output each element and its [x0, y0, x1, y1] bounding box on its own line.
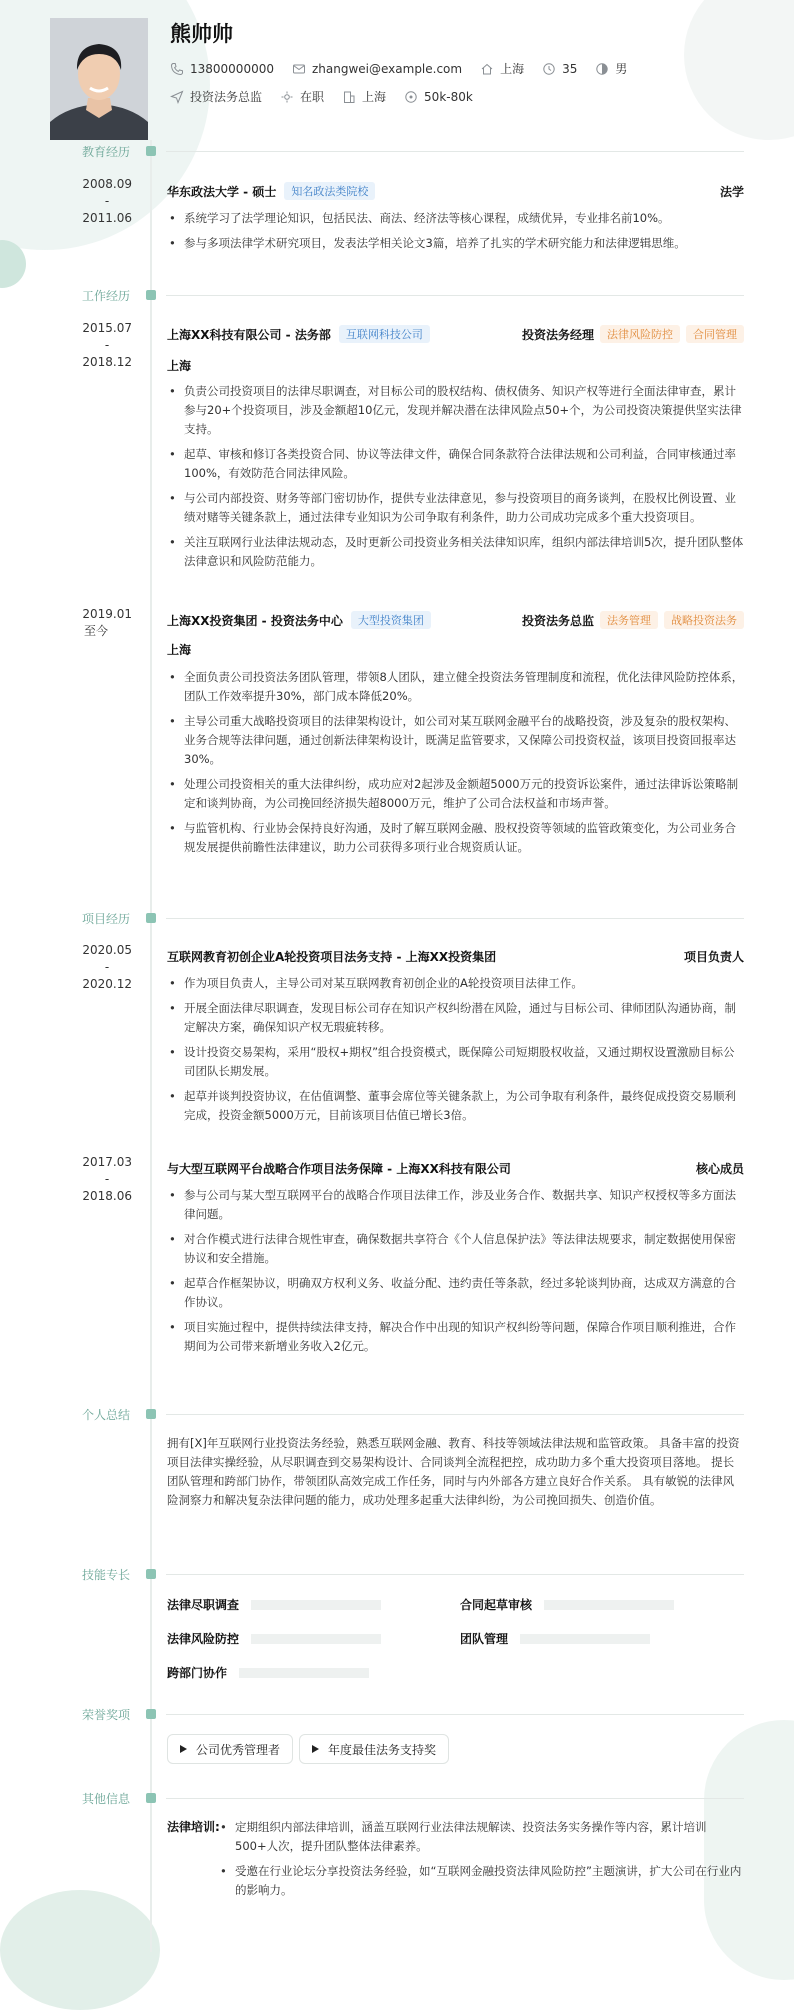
target-position-text: 投资法务总监 — [190, 90, 263, 104]
bullet-item: • 与公司内部投资、财务等部门密切协作，提供专业法律意见，参与投资项目的商务谈判，在股权比例设置、业绩对赌等关键条款上，通过法律专业知识为公司争取有利条件，助力公司成功完成多个重大投资项目。 — [167, 489, 745, 527]
bullet-item: • 与监管机构、行业协会保持良好沟通，及时了解互联网金融、股权投资等领域的监管政策变化，为公司业务合规发展提供前瞻性法律建议，助力公司获得多项行业合规资质认证。 — [167, 819, 745, 857]
skill-bar — [251, 1634, 381, 1644]
bullet-item: • 处理公司投资相关的重大法律纠纷，成功应对2起涉及金额超5000万元的投资诉讼案件，通过法律诉讼策略制定和谈判协商，为公司挽回经济损失超8000万元，维护了公司合法权益和市场声誉。 — [167, 775, 745, 813]
bullet-item: • 系统学习了法学理论知识，包括民法、商法、经济法等核心课程，成绩优异，专业排名前10%。 — [167, 209, 745, 228]
entry-title: 上海XX投资集团 - 投资法务中心 大型投资集团 — [167, 611, 431, 629]
status-icon — [280, 90, 294, 104]
section-marker — [146, 146, 156, 156]
bullet-item: • 设计投资交易架构，采用“股权+期权”组合投资模式，既保障公司短期股权收益，又通过期权设置激励目标公司团队长期发展。 — [167, 1043, 745, 1081]
end-date: 2018.12 — [82, 355, 132, 369]
entry-dates: 2020.05 - 2020.12 — [82, 943, 132, 991]
other-list — [218, 1818, 745, 1906]
bullet-item: • 对合作模式进行法律合规性审查，确保数据共享符合《个人信息保护法》等法律法规要求，制定数据使用保密协议和安全措施。 — [167, 1230, 745, 1268]
company-tag: 互联网科技公司 — [339, 325, 430, 343]
honor-list — [167, 1734, 767, 1766]
skill-item: 法律风险防控 — [167, 1630, 381, 1647]
bullet-list — [167, 209, 745, 259]
home-icon — [480, 62, 494, 76]
skill-tag: 战略投资法务 — [664, 611, 744, 629]
status-text: 在职 — [300, 90, 325, 104]
start-date: 2015.07 — [82, 321, 132, 335]
start-date: 2008.09 — [82, 177, 132, 191]
section-title: 工作经历 — [82, 289, 131, 303]
skill-bar — [520, 1634, 650, 1644]
section-title: 教育经历 — [82, 145, 131, 159]
section-divider — [166, 1714, 744, 1715]
skill-item: 团队管理 — [460, 1630, 650, 1647]
salary-icon — [404, 90, 418, 104]
entry-dates — [60, 606, 152, 640]
end-date: 2018.06 — [82, 1189, 132, 1203]
background-shape — [0, 1890, 160, 2010]
gender-icon — [595, 62, 609, 76]
company-tag: 大型投资集团 — [351, 611, 431, 629]
resume-header — [50, 18, 750, 140]
project-role: 核心成员 — [695, 1162, 744, 1176]
send-icon — [170, 90, 184, 104]
bullet-item: • 主导公司重大战略投资项目的法律架构设计，如公司对某互联网金融平台的战略投资，涉及复杂的股权架构、业务合规等法律问题，通过创新法律架构设计，既满足监管要求，又保障公司投资权益，该项目投资回报率达30%。 — [167, 712, 745, 769]
section-title: 项目经历 — [82, 912, 131, 926]
bullet-item: • 开展全面法律尽职调查，发现目标公司存在知识产权纠纷潜在风险，通过与目标公司、律师团队沟通协商，制定解决方案，确保知识产权无瑕疵转移。 — [167, 999, 745, 1037]
school-tag: 知名政法类院校 — [284, 182, 375, 200]
entry-title: 互联网教育初创企业A轮投资项目法务支持 - 上海XX投资集团 — [167, 950, 497, 964]
bullet-item: • 起草合作框架协议，明确双方权利义务、收益分配、违约责任等条款，经过多轮谈判协商，达成双方满意的合作协议。 — [167, 1274, 745, 1312]
section-title: 个人总结 — [82, 1408, 131, 1422]
age-text: 35 — [562, 61, 578, 76]
bullet-item: • 关注互联网行业法律法规动态，及时更新公司投资业务相关法律知识库，组织内部法律培训5次，提升团队整体法律意识和风险防范能力。 — [167, 533, 745, 571]
start-date: 2017.03 — [82, 1155, 132, 1169]
end-date: 2020.12 — [82, 977, 132, 991]
section-marker — [146, 290, 156, 300]
entry-location: 上海 — [167, 643, 192, 657]
start-date: 2020.05 — [82, 943, 132, 957]
section-divider — [166, 1798, 744, 1799]
skill-bar — [239, 1668, 369, 1678]
section-marker — [146, 1569, 156, 1579]
section-title: 其他信息 — [82, 1792, 131, 1806]
section-title: 技能专长 — [82, 1568, 131, 1582]
position: 投资法务经理 法律风险防控 合同管理 — [522, 325, 744, 343]
summary-text: 拥有[X]年互联网行业投资法务经验，熟悉互联网金融、教育、科技等领域法律法规和监管政策。 具备丰富的投资项目法律实操经验，从尽职调查到交易架构设计、合同谈判全流程把控，成功助力多个重大投资项目落地。 提长团队管理和跨部门协作，带领团队高效完成工作任务，同时与内外部各方建立良好合作关系。 具有敏锐的法律风险洞察力和解决复杂法律问题的能力，成功处理多起重大法律纠纷，为公司挽回损失、创造价值。 — [167, 1436, 740, 1507]
play-icon — [312, 1745, 319, 1753]
phone-text: 13800000000 — [190, 61, 274, 76]
other-label: 法律培训: — [167, 1820, 220, 1834]
start-date: 2019.01 — [82, 607, 132, 621]
section-divider — [166, 1574, 744, 1575]
bullet-item: • 起草并谈判投资协议，在估值调整、董事会席位等关键条款上，为公司争取有利条件，最终促成投资交易顺利完成，投资金额5000万元，目前该项目估值已增长3倍。 — [167, 1087, 745, 1125]
hometown-text: 上海 — [500, 62, 525, 76]
skill-bar — [544, 1600, 674, 1610]
bullet-item: • 起草、审核和修订各类投资合同、协议等法律文件，确保合同条款符合法律法规和公司利益，合同审核通过率100%，有效防范合同法律风险。 — [167, 445, 745, 483]
bullet-list — [167, 974, 745, 1131]
other-item: • 定期组织内部法律培训，涵盖互联网行业法律法规解读、投资法务实务操作等内容，累计培训500+人次，提升团队整体法律素养。 — [218, 1818, 745, 1856]
skill-bar — [251, 1600, 381, 1610]
target-city-text: 上海 — [362, 90, 387, 104]
email-text: zhangwei@example.com — [311, 61, 463, 76]
bullet-list — [167, 668, 745, 863]
skill-item: 法律尽职调查 — [167, 1596, 381, 1613]
avatar — [50, 18, 148, 140]
honor-badge: 年度最佳法务支持奖 — [299, 1734, 449, 1764]
age-icon — [542, 62, 556, 76]
other-item: • 受邀在行业论坛分享投资法务经验，如“互联网金融投资法律风险防控”主题演讲，扩大公司在行业内的影响力。 — [218, 1862, 745, 1900]
honor-badge: 公司优秀管理者 — [167, 1734, 293, 1764]
entry-dates: 2008.09 - 2011.06 — [82, 177, 132, 225]
section-divider — [166, 151, 744, 152]
contact-row — [170, 60, 645, 77]
section-marker — [146, 1709, 156, 1719]
bullet-item: • 参与公司与某大型互联网平台的战略合作项目法律工作，涉及业务合作、数据共享、知识产权授权等多方面法律问题。 — [167, 1186, 745, 1224]
job-intent-row — [170, 88, 491, 105]
section-marker — [146, 1793, 156, 1803]
candidate-name: 熊帅帅 — [170, 22, 233, 46]
bullet-item: • 项目实施过程中，提供持续法律支持，解决合作中出现的知识产权纠纷等问题，保障合作项目顺利推进，合作期间为公司带来新增业务收入2亿元。 — [167, 1318, 745, 1356]
entry-location: 上海 — [167, 359, 192, 373]
skill-tag: 法务管理 — [600, 611, 658, 629]
skill-item: 跨部门协作 — [167, 1664, 369, 1681]
gender-text: 男 — [615, 62, 628, 76]
bullet-list — [167, 382, 745, 577]
section-title: 荣誉奖项 — [82, 1708, 131, 1722]
bullet-item: • 负责公司投资项目的法律尽职调查，对目标公司的股权结构、债权债务、知识产权等进行全面法律审查，累计参与20+个投资项目，涉及金额超10亿元，发现并解决潜在法律风险点50+个，为公司投资决策提供坚实法律支持。 — [167, 382, 745, 439]
entry-dates: 2017.03 - 2018.06 — [82, 1155, 132, 1203]
salary-text: 50k-80k — [424, 89, 473, 104]
mail-icon — [292, 62, 306, 76]
section-marker — [146, 913, 156, 923]
skill-tag: 合同管理 — [686, 325, 744, 343]
end-date: 2011.06 — [82, 211, 132, 225]
section-divider — [166, 295, 744, 296]
end-date: 至今 — [83, 624, 108, 638]
play-icon — [180, 1745, 187, 1753]
bullet-item: • 全面负责公司投资法务团队管理，带领8人团队，建立健全投资法务管理制度和流程，优化法律风险防控体系，团队工作效率提升30%，部门成本降低20%。 — [167, 668, 745, 706]
section-divider — [166, 918, 744, 919]
entry-title: 上海XX科技有限公司 - 法务部 互联网科技公司 — [167, 325, 430, 343]
major: 法学 — [719, 185, 744, 199]
phone-icon — [170, 62, 184, 76]
entry-title: 与大型互联网平台战略合作项目法务保障 - 上海XX科技有限公司 — [167, 1162, 511, 1176]
bullet-item: • 参与多项法律学术研究项目，发表法学相关论文3篇，培养了扎实的学术研究能力和法律逻辑思维。 — [167, 234, 745, 253]
bullet-item: • 作为项目负责人，主导公司对某互联网教育初创企业的A轮投资项目法律工作。 — [167, 974, 745, 993]
project-role: 项目负责人 — [683, 950, 744, 964]
entry-title: 华东政法大学 - 硕士 知名政法类院校 — [167, 182, 375, 200]
building-icon — [342, 90, 356, 104]
bullet-list — [167, 1186, 745, 1362]
timeline-line — [150, 140, 152, 1952]
entry-dates: 2015.07 - 2018.12 — [82, 321, 132, 369]
skill-tag: 法律风险防控 — [600, 325, 680, 343]
section-divider — [166, 1414, 744, 1415]
position: 投资法务总监 法务管理 战略投资法务 — [522, 611, 744, 629]
section-marker — [146, 1409, 156, 1419]
skill-item: 合同起草审核 — [460, 1596, 674, 1613]
